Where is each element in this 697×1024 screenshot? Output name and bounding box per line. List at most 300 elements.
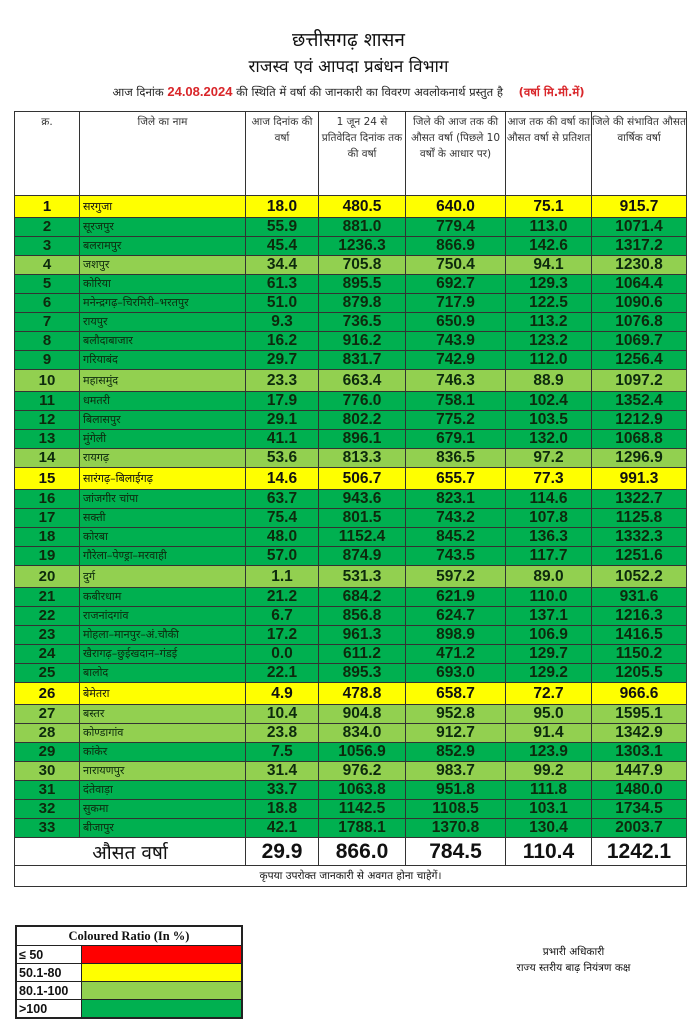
col-header-today-rainfall: आज दिनांक की वर्षा — [246, 112, 319, 196]
table-row — [15, 781, 687, 800]
rainfall-since-june: 896.1 — [319, 430, 406, 449]
serial-number: 11 — [15, 392, 80, 411]
serial-number: 1 — [15, 196, 80, 218]
today-rainfall: 45.4 — [246, 237, 319, 256]
rainfall-percent: 114.6 — [506, 490, 592, 509]
today-rainfall: 4.9 — [246, 683, 319, 705]
government-title: छत्तीसगढ़ शासन — [292, 29, 405, 51]
average-row — [15, 838, 687, 866]
today-rainfall: 9.3 — [246, 313, 319, 332]
district-name: जांजगीर चांपा — [80, 490, 246, 509]
table-row — [15, 683, 687, 705]
annual-average: 1052.2 — [592, 566, 687, 588]
rainfall-table — [14, 111, 687, 887]
rainfall-percent: 132.0 — [506, 430, 592, 449]
average-to-date: 951.8 — [406, 781, 506, 800]
district-name: सारंगढ़–बिलाईगढ़ — [80, 468, 246, 490]
annual-average: 966.6 — [592, 683, 687, 705]
annual-average: 1296.9 — [592, 449, 687, 468]
annual-average: 1342.9 — [592, 724, 687, 743]
annual-average: 1251.6 — [592, 547, 687, 566]
annual-average: 1332.3 — [592, 528, 687, 547]
rainfall-percent: 142.6 — [506, 237, 592, 256]
today-rainfall: 17.9 — [246, 392, 319, 411]
average-avg-to-date: 784.5 — [406, 838, 506, 866]
rainfall-since-june: 531.3 — [319, 566, 406, 588]
rainfall-percent: 117.7 — [506, 547, 592, 566]
table-row — [15, 294, 687, 313]
signature-title: प्रभारी अधिकारी — [542, 946, 605, 958]
rainfall-percent: 103.5 — [506, 411, 592, 430]
average-to-date: 742.9 — [406, 351, 506, 370]
average-to-date: 624.7 — [406, 607, 506, 626]
rainfall-since-june: 1236.3 — [319, 237, 406, 256]
annual-average: 1076.8 — [592, 313, 687, 332]
table-row — [15, 490, 687, 509]
serial-number: 2 — [15, 218, 80, 237]
col-header-since-june: 1 जून 24 से प्रतिवेदित दिनांक तक की वर्षा — [319, 112, 406, 196]
average-to-date: 471.2 — [406, 645, 506, 664]
table-row — [15, 430, 687, 449]
rainfall-since-june: 1056.9 — [319, 743, 406, 762]
today-rainfall: 55.9 — [246, 218, 319, 237]
rainfall-since-june: 478.8 — [319, 683, 406, 705]
rainfall-percent: 137.1 — [506, 607, 592, 626]
average-to-date: 779.4 — [406, 218, 506, 237]
table-row — [15, 626, 687, 645]
table-row — [15, 332, 687, 351]
district-name: सुकमा — [80, 800, 246, 819]
report-date: 24.08.2024 — [167, 84, 233, 99]
serial-number: 10 — [15, 370, 80, 392]
color-legend — [15, 925, 243, 1019]
average-to-date: 679.1 — [406, 430, 506, 449]
legend-item — [16, 982, 242, 1000]
table-row — [15, 237, 687, 256]
today-rainfall: 7.5 — [246, 743, 319, 762]
rainfall-percent: 97.2 — [506, 449, 592, 468]
rainfall-since-june: 506.7 — [319, 468, 406, 490]
today-rainfall: 16.2 — [246, 332, 319, 351]
rainfall-since-june: 895.3 — [319, 664, 406, 683]
annual-average: 1150.2 — [592, 645, 687, 664]
serial-number: 8 — [15, 332, 80, 351]
today-rainfall: 33.7 — [246, 781, 319, 800]
today-rainfall: 18.8 — [246, 800, 319, 819]
annual-average: 931.6 — [592, 588, 687, 607]
district-name: मुंगेली — [80, 430, 246, 449]
serial-number: 33 — [15, 819, 80, 838]
rainfall-since-june: 831.7 — [319, 351, 406, 370]
annual-average: 1071.4 — [592, 218, 687, 237]
annual-average: 1064.4 — [592, 275, 687, 294]
serial-number: 18 — [15, 528, 80, 547]
rainfall-since-june: 943.6 — [319, 490, 406, 509]
col-header-annual-average: जिले की संभावित औसत वार्षिक वर्षा — [592, 112, 687, 196]
annual-average: 1125.8 — [592, 509, 687, 528]
district-name: बिलासपुर — [80, 411, 246, 430]
average-to-date: 746.3 — [406, 370, 506, 392]
rainfall-since-june: 895.5 — [319, 275, 406, 294]
average-to-date: 621.9 — [406, 588, 506, 607]
average-to-date: 775.2 — [406, 411, 506, 430]
today-rainfall: 31.4 — [246, 762, 319, 781]
rainfall-since-june: 916.2 — [319, 332, 406, 351]
rainfall-percent: 89.0 — [506, 566, 592, 588]
note-row — [15, 866, 687, 887]
subtitle-prefix: आज दिनांक — [112, 85, 164, 99]
today-rainfall: 14.6 — [246, 468, 319, 490]
annual-average: 1480.0 — [592, 781, 687, 800]
average-today: 29.9 — [246, 838, 319, 866]
legend-title: Coloured Ratio (In %) — [16, 926, 242, 946]
today-rainfall: 22.1 — [246, 664, 319, 683]
legend-label: ≤ 50 — [16, 946, 82, 964]
serial-number: 4 — [15, 256, 80, 275]
serial-number: 3 — [15, 237, 80, 256]
average-to-date: 983.7 — [406, 762, 506, 781]
rainfall-percent: 77.3 — [506, 468, 592, 490]
col-header-serial: क्र. — [15, 112, 80, 196]
annual-average: 1595.1 — [592, 705, 687, 724]
district-name: नारायणपुर — [80, 762, 246, 781]
table-row — [15, 762, 687, 781]
today-rainfall: 34.4 — [246, 256, 319, 275]
serial-number: 5 — [15, 275, 80, 294]
note-text: कृपया उपरोक्त जानकारी से अवगत होना चाहेगें। — [15, 866, 687, 887]
serial-number: 27 — [15, 705, 80, 724]
table-row — [15, 566, 687, 588]
rainfall-percent: 94.1 — [506, 256, 592, 275]
department-title: राजस्व एवं आपदा प्रबंधन विभाग — [248, 57, 449, 77]
rainfall-since-june: 1063.8 — [319, 781, 406, 800]
average-annual: 1242.1 — [592, 838, 687, 866]
annual-average: 1230.8 — [592, 256, 687, 275]
average-to-date: 952.8 — [406, 705, 506, 724]
annual-average: 1069.7 — [592, 332, 687, 351]
table-row — [15, 607, 687, 626]
table-row — [15, 528, 687, 547]
rainfall-percent: 129.7 — [506, 645, 592, 664]
legend-swatch-light-green — [82, 982, 243, 1000]
annual-average: 1447.9 — [592, 762, 687, 781]
rainfall-percent: 103.1 — [506, 800, 592, 819]
rainfall-percent: 91.4 — [506, 724, 592, 743]
rainfall-since-june: 801.5 — [319, 509, 406, 528]
average-label: औसत वर्षा — [15, 838, 246, 866]
average-to-date: 750.4 — [406, 256, 506, 275]
annual-average: 1097.2 — [592, 370, 687, 392]
rainfall-percent: 129.2 — [506, 664, 592, 683]
rainfall-percent: 123.9 — [506, 743, 592, 762]
district-name: कोरिया — [80, 275, 246, 294]
district-name: दुर्ग — [80, 566, 246, 588]
legend-swatch-yellow — [82, 964, 243, 982]
rainfall-percent: 75.1 — [506, 196, 592, 218]
today-rainfall: 53.6 — [246, 449, 319, 468]
annual-average: 1216.3 — [592, 607, 687, 626]
today-rainfall: 18.0 — [246, 196, 319, 218]
serial-number: 25 — [15, 664, 80, 683]
today-rainfall: 63.7 — [246, 490, 319, 509]
district-name: दंतेवाड़ा — [80, 781, 246, 800]
district-name: बीजापुर — [80, 819, 246, 838]
rainfall-since-june: 480.5 — [319, 196, 406, 218]
table-row — [15, 819, 687, 838]
rainfall-since-june: 736.5 — [319, 313, 406, 332]
rainfall-percent: 113.0 — [506, 218, 592, 237]
rainfall-percent: 102.4 — [506, 392, 592, 411]
district-name: राजनांदगांव — [80, 607, 246, 626]
table-row — [15, 705, 687, 724]
district-name: बेमेतरा — [80, 683, 246, 705]
today-rainfall: 29.7 — [246, 351, 319, 370]
legend-item — [16, 946, 242, 964]
district-name: कबीरधाम — [80, 588, 246, 607]
table-row — [15, 800, 687, 819]
serial-number: 26 — [15, 683, 80, 705]
district-name: मोहला–मानपुर–अं.चौकी — [80, 626, 246, 645]
table-row — [15, 449, 687, 468]
rainfall-since-june: 776.0 — [319, 392, 406, 411]
table-row — [15, 275, 687, 294]
today-rainfall: 57.0 — [246, 547, 319, 566]
rainfall-since-june: 834.0 — [319, 724, 406, 743]
annual-average: 915.7 — [592, 196, 687, 218]
rainfall-percent: 106.9 — [506, 626, 592, 645]
rainfall-since-june: 802.2 — [319, 411, 406, 430]
serial-number: 13 — [15, 430, 80, 449]
table-row — [15, 664, 687, 683]
annual-average: 1090.6 — [592, 294, 687, 313]
district-name: सक्ती — [80, 509, 246, 528]
rainfall-since-june: 874.9 — [319, 547, 406, 566]
subtitle-suffix: की स्थिति में वर्षा की जानकारी का विवरण अवलोकनार्थ प्रस्तुत है — [236, 85, 503, 99]
legend-label: 80.1-100 — [16, 982, 82, 1000]
rainfall-since-june: 976.2 — [319, 762, 406, 781]
average-to-date: 693.0 — [406, 664, 506, 683]
today-rainfall: 17.2 — [246, 626, 319, 645]
rainfall-percent: 110.0 — [506, 588, 592, 607]
annual-average: 1205.5 — [592, 664, 687, 683]
legend-label: 50.1-80 — [16, 964, 82, 982]
rainfall-percent: 72.7 — [506, 683, 592, 705]
legend-swatch-green — [82, 1000, 243, 1019]
table-row — [15, 743, 687, 762]
legend-label: >100 — [16, 1000, 82, 1019]
average-to-date: 650.9 — [406, 313, 506, 332]
rainfall-percent: 113.2 — [506, 313, 592, 332]
today-rainfall: 6.7 — [246, 607, 319, 626]
annual-average: 1256.4 — [592, 351, 687, 370]
district-name: रायगढ़ — [80, 449, 246, 468]
annual-average: 1352.4 — [592, 392, 687, 411]
table-row — [15, 588, 687, 607]
average-to-date: 658.7 — [406, 683, 506, 705]
serial-number: 15 — [15, 468, 80, 490]
signature-office: राज्य स्तरीय बाढ़ नियंत्रण कक्ष — [516, 962, 631, 974]
table-row — [15, 392, 687, 411]
district-name: गरियाबंद — [80, 351, 246, 370]
col-header-average-to-date: जिले की आज तक की औसत वर्षा (पिछले 10 वर्षों के आधार पर) — [406, 112, 506, 196]
rainfall-percent: 111.8 — [506, 781, 592, 800]
district-name: महासमुंद — [80, 370, 246, 392]
annual-average: 1317.2 — [592, 237, 687, 256]
serial-number: 30 — [15, 762, 80, 781]
rainfall-since-june: 663.4 — [319, 370, 406, 392]
rainfall-since-june: 904.8 — [319, 705, 406, 724]
col-header-percent: आज तक की वर्षा का औसत वर्षा से प्रतिशत — [506, 112, 592, 196]
rainfall-percent: 129.3 — [506, 275, 592, 294]
rainfall-percent: 130.4 — [506, 819, 592, 838]
serial-number: 20 — [15, 566, 80, 588]
rainfall-since-june: 856.8 — [319, 607, 406, 626]
average-to-date: 692.7 — [406, 275, 506, 294]
rainfall-percent: 107.8 — [506, 509, 592, 528]
district-name: बालोद — [80, 664, 246, 683]
rainfall-since-june: 1788.1 — [319, 819, 406, 838]
district-name: मनेन्द्रगढ़–चिरमिरी–भरतपुर — [80, 294, 246, 313]
table-row — [15, 468, 687, 490]
table-row — [15, 196, 687, 218]
average-percent: 110.4 — [506, 838, 592, 866]
annual-average: 1068.8 — [592, 430, 687, 449]
today-rainfall: 75.4 — [246, 509, 319, 528]
serial-number: 12 — [15, 411, 80, 430]
district-name: कोरबा — [80, 528, 246, 547]
rainfall-since-june: 1142.5 — [319, 800, 406, 819]
col-header-district: जिले का नाम — [80, 112, 246, 196]
serial-number: 6 — [15, 294, 80, 313]
table-row — [15, 509, 687, 528]
district-name: कांकेर — [80, 743, 246, 762]
district-name: बस्तर — [80, 705, 246, 724]
unit-label: (वर्षा मि.मी.में) — [518, 85, 585, 99]
district-name: रायपुर — [80, 313, 246, 332]
average-to-date: 597.2 — [406, 566, 506, 588]
today-rainfall: 0.0 — [246, 645, 319, 664]
annual-average: 1322.7 — [592, 490, 687, 509]
average-to-date: 758.1 — [406, 392, 506, 411]
serial-number: 16 — [15, 490, 80, 509]
rainfall-since-june: 961.3 — [319, 626, 406, 645]
average-to-date: 743.9 — [406, 332, 506, 351]
serial-number: 21 — [15, 588, 80, 607]
district-name: बलौदाबाजार — [80, 332, 246, 351]
table-row — [15, 256, 687, 275]
table-row — [15, 724, 687, 743]
district-name: गौरेला–पेण्ड्रा–मरवाही — [80, 547, 246, 566]
annual-average: 1212.9 — [592, 411, 687, 430]
average-to-date: 717.9 — [406, 294, 506, 313]
rainfall-percent: 95.0 — [506, 705, 592, 724]
average-to-date: 852.9 — [406, 743, 506, 762]
average-to-date: 845.2 — [406, 528, 506, 547]
table-row — [15, 547, 687, 566]
table-row — [15, 218, 687, 237]
serial-number: 17 — [15, 509, 80, 528]
serial-number: 32 — [15, 800, 80, 819]
rainfall-percent: 88.9 — [506, 370, 592, 392]
rainfall-since-june: 705.8 — [319, 256, 406, 275]
average-to-date: 1370.8 — [406, 819, 506, 838]
serial-number: 19 — [15, 547, 80, 566]
rainfall-since-june: 813.3 — [319, 449, 406, 468]
average-to-date: 640.0 — [406, 196, 506, 218]
annual-average: 991.3 — [592, 468, 687, 490]
serial-number: 14 — [15, 449, 80, 468]
annual-average: 1303.1 — [592, 743, 687, 762]
district-name: सरगुजा — [80, 196, 246, 218]
signature-block — [450, 944, 697, 976]
average-to-date: 743.5 — [406, 547, 506, 566]
table-row — [15, 645, 687, 664]
district-name: खैरागढ़–छुईखदान–गंडई — [80, 645, 246, 664]
average-to-date: 912.7 — [406, 724, 506, 743]
district-name: जशपुर — [80, 256, 246, 275]
serial-number: 28 — [15, 724, 80, 743]
annual-average: 1734.5 — [592, 800, 687, 819]
table-row — [15, 313, 687, 332]
legend-swatch-red — [82, 946, 243, 964]
rainfall-since-june: 684.2 — [319, 588, 406, 607]
today-rainfall: 23.8 — [246, 724, 319, 743]
average-to-date: 655.7 — [406, 468, 506, 490]
rainfall-percent: 112.0 — [506, 351, 592, 370]
serial-number: 7 — [15, 313, 80, 332]
table-row — [15, 411, 687, 430]
serial-number: 23 — [15, 626, 80, 645]
serial-number: 22 — [15, 607, 80, 626]
serial-number: 9 — [15, 351, 80, 370]
today-rainfall: 21.2 — [246, 588, 319, 607]
rainfall-percent: 99.2 — [506, 762, 592, 781]
average-to-date: 866.9 — [406, 237, 506, 256]
today-rainfall: 61.3 — [246, 275, 319, 294]
district-name: कोण्डागांव — [80, 724, 246, 743]
average-to-date: 823.1 — [406, 490, 506, 509]
legend-item — [16, 1000, 242, 1019]
rainfall-percent: 123.2 — [506, 332, 592, 351]
table-row — [15, 351, 687, 370]
annual-average: 1416.5 — [592, 626, 687, 645]
serial-number: 24 — [15, 645, 80, 664]
report-subtitle — [0, 84, 697, 100]
average-to-date: 898.9 — [406, 626, 506, 645]
rainfall-since-june: 611.2 — [319, 645, 406, 664]
table-body — [15, 196, 687, 838]
today-rainfall: 51.0 — [246, 294, 319, 313]
today-rainfall: 1.1 — [246, 566, 319, 588]
annual-average: 2003.7 — [592, 819, 687, 838]
district-name: बलरामपुर — [80, 237, 246, 256]
legend-item — [16, 964, 242, 982]
today-rainfall: 42.1 — [246, 819, 319, 838]
table-row — [15, 370, 687, 392]
today-rainfall: 29.1 — [246, 411, 319, 430]
serial-number: 31 — [15, 781, 80, 800]
today-rainfall: 48.0 — [246, 528, 319, 547]
rainfall-since-june: 1152.4 — [319, 528, 406, 547]
average-to-date: 836.5 — [406, 449, 506, 468]
rainfall-percent: 122.5 — [506, 294, 592, 313]
table-header-row — [15, 112, 687, 196]
rainfall-since-june: 879.8 — [319, 294, 406, 313]
rainfall-since-june: 881.0 — [319, 218, 406, 237]
average-since-june: 866.0 — [319, 838, 406, 866]
today-rainfall: 10.4 — [246, 705, 319, 724]
district-name: धमतरी — [80, 392, 246, 411]
